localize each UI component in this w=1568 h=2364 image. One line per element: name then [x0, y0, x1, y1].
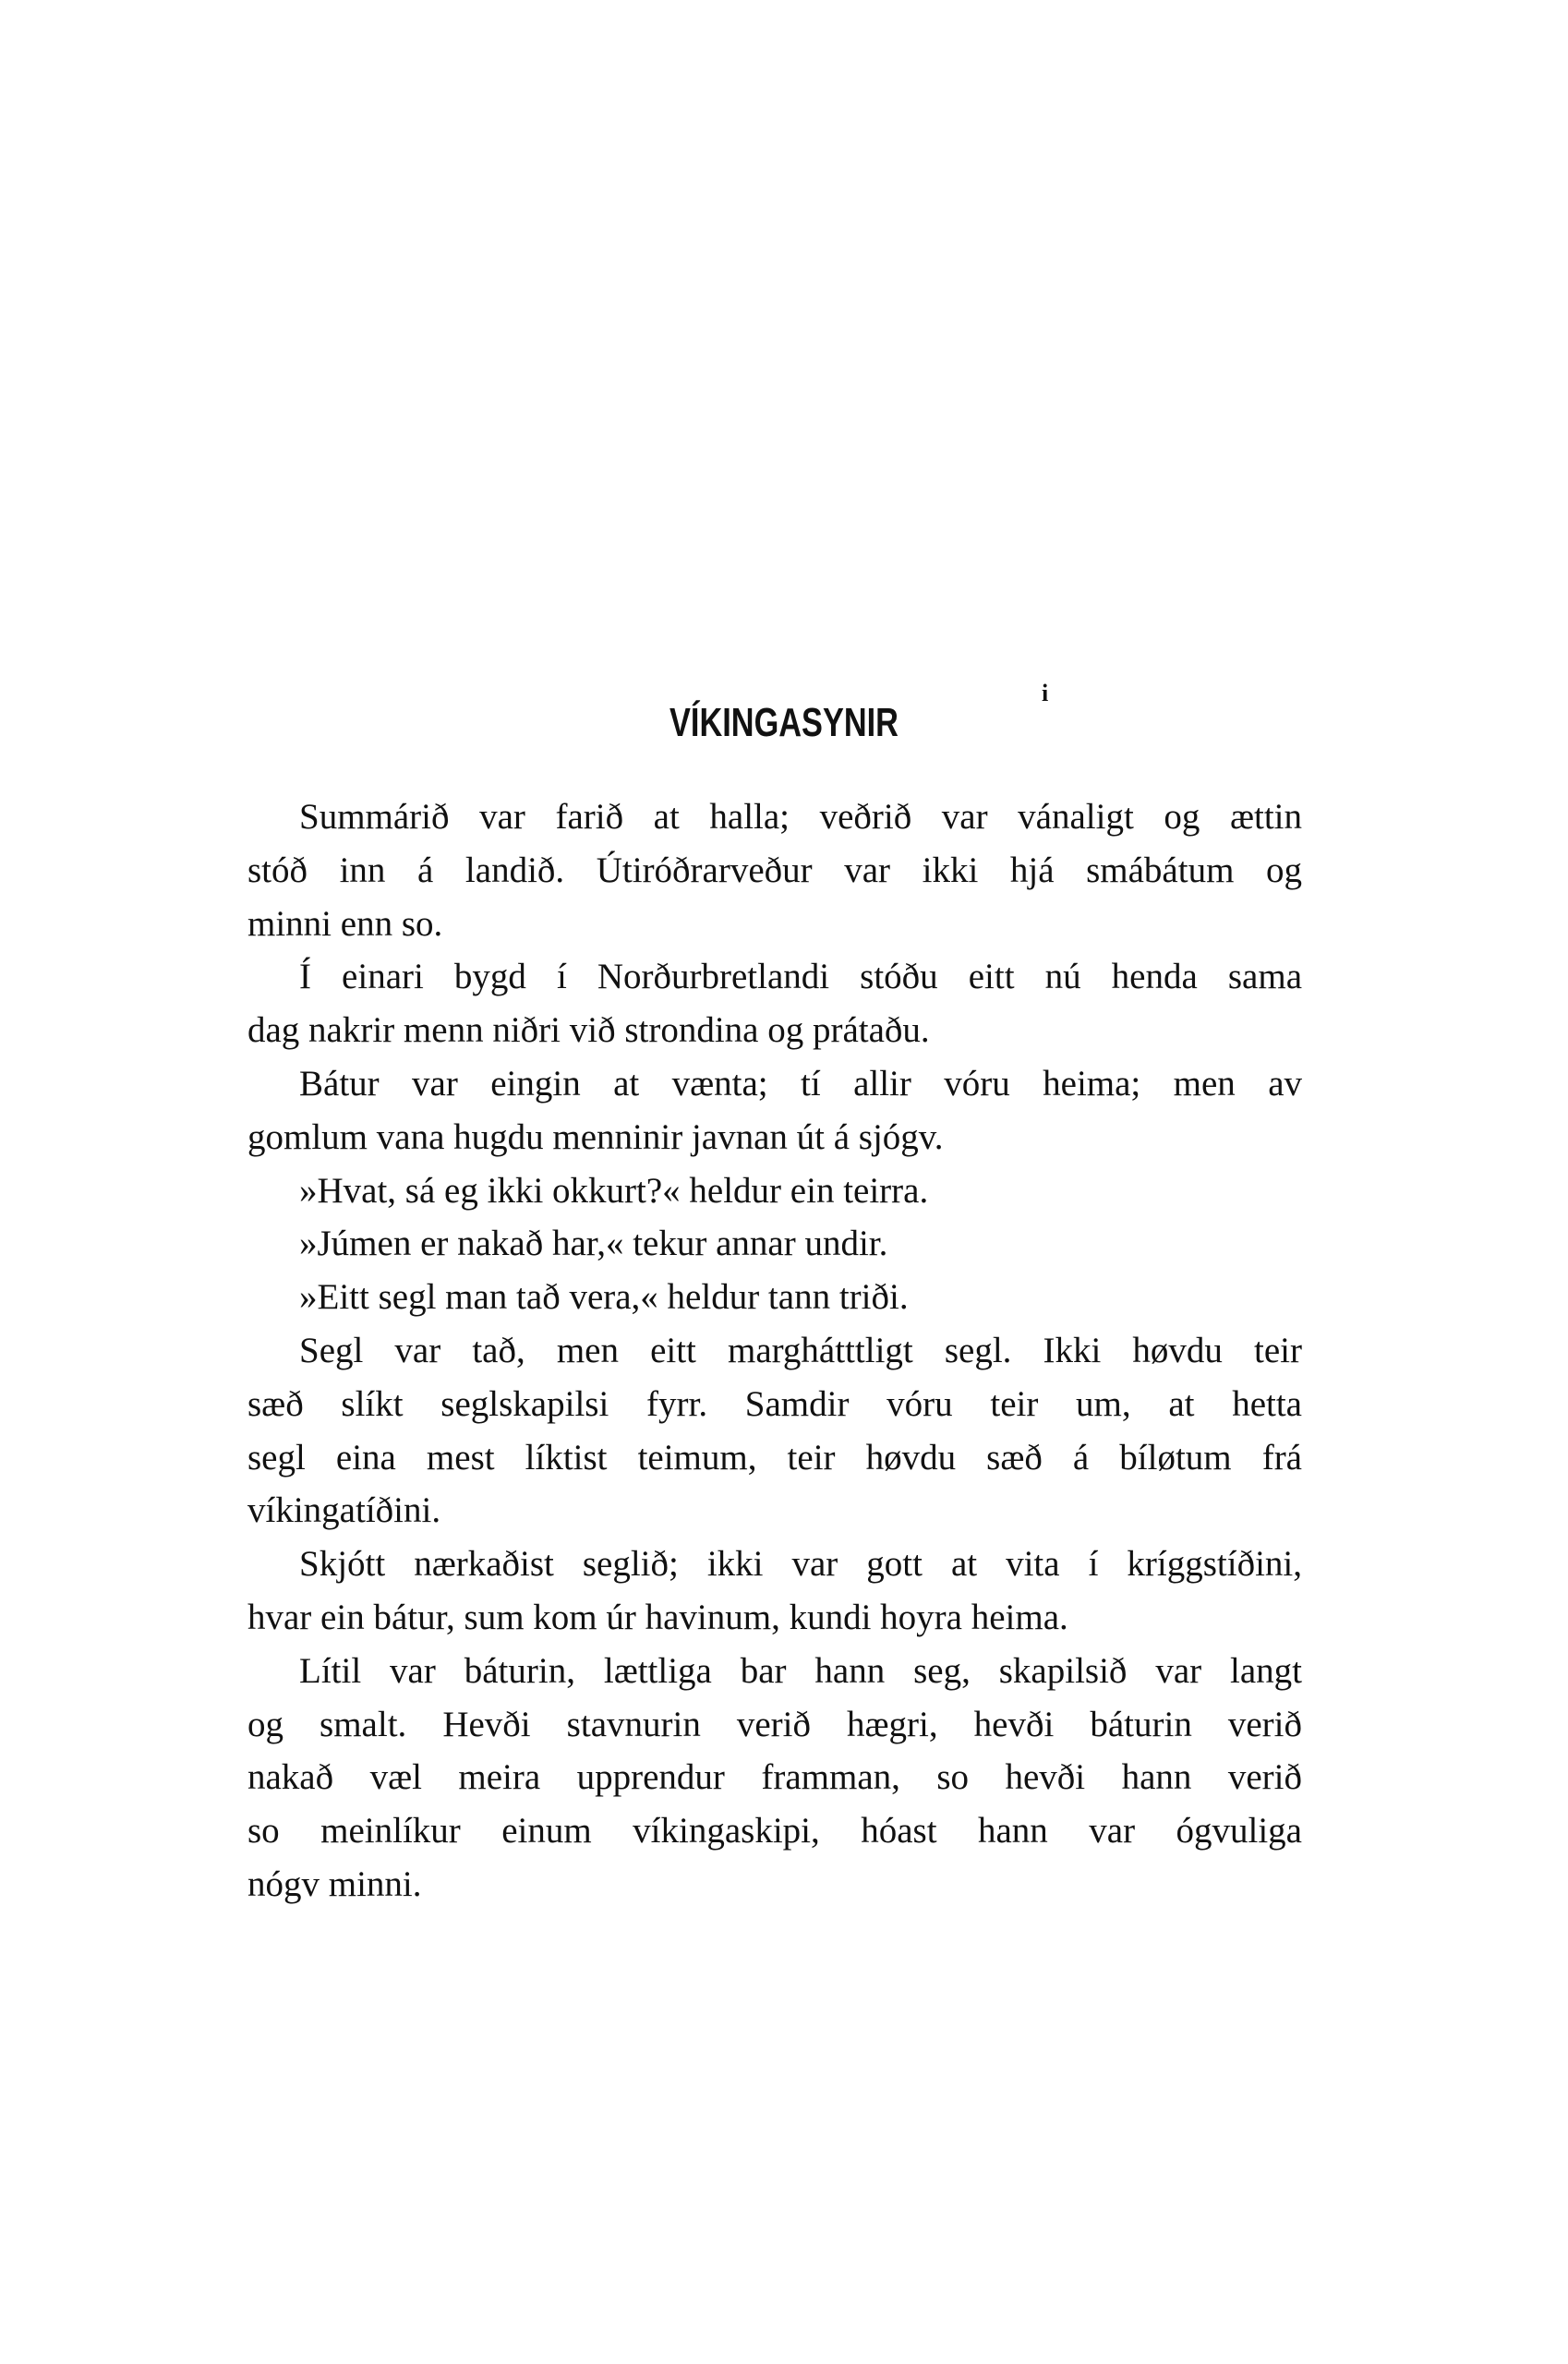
- text-line: minni enn so.: [247, 903, 443, 944]
- text-line: segl eina mest líktist teimum, teir høvdu sæð á bíløtum frá: [247, 1437, 1302, 1478]
- text-line: nógv minni.: [247, 1863, 422, 1904]
- text-line: Bátur var eingin at vænta; tí allir vóru heima; men av: [299, 1063, 1302, 1104]
- chapter-title: VÍKINGASYNIR: [669, 700, 899, 745]
- text-line: »Eitt segl man tað vera,« heldur tann triði.: [299, 1277, 909, 1318]
- text-line: dag nakrir menn niðri við strondina og prátaðu.: [247, 1010, 930, 1051]
- text-line: »Júmen er nakað har,« tekur annar undir.: [299, 1224, 888, 1264]
- text-line: Summárið var farið at halla; veðrið var vánaligt og ættin: [299, 797, 1302, 837]
- body-text: [247, 790, 1302, 1912]
- text-line: Í einari bygd í Norðurbretlandi stóðu eitt nú henda sama: [299, 957, 1302, 997]
- text-line: hvar ein bátur, sum kom úr havinum, kundi hoyra heima.: [247, 1597, 1068, 1637]
- text-line: sæð slíkt seglskapilsi fyrr. Samdir vóru teir um, at hetta: [247, 1383, 1302, 1424]
- text-line: Lítil var báturin, lættliga bar hann seg, skapilsið var langt: [299, 1650, 1302, 1691]
- text-line: Segl var tað, men eitt marghátttligt segl. Ikki høvdu teir: [299, 1330, 1302, 1370]
- text-line: og smalt. Hevði stavnurin verið hægri, hevði báturin verið: [247, 1704, 1302, 1744]
- text-line: víkingatíðini.: [247, 1490, 441, 1531]
- text-line: so meinlíkur einum víkingaskipi, hóast hann var ógvuliga: [247, 1811, 1302, 1851]
- text-line: »Hvat, sá eg ikki okkurt?« heldur ein teirra.: [299, 1170, 929, 1211]
- text-line: nakað væl meira upprendur framman, so hevði hann verið: [247, 1757, 1302, 1798]
- text-line: gomlum vana hugdu menninir javnan út á sjógv.: [247, 1116, 944, 1157]
- margin-mark: i: [1042, 680, 1049, 706]
- text-line: Skjótt nærkaðist seglið; ikki var gott at vita í kríggstíðini,: [299, 1544, 1302, 1585]
- text-line: stóð inn á landið. Útiróðrarveður var ikki hjá smábátum og: [247, 850, 1302, 890]
